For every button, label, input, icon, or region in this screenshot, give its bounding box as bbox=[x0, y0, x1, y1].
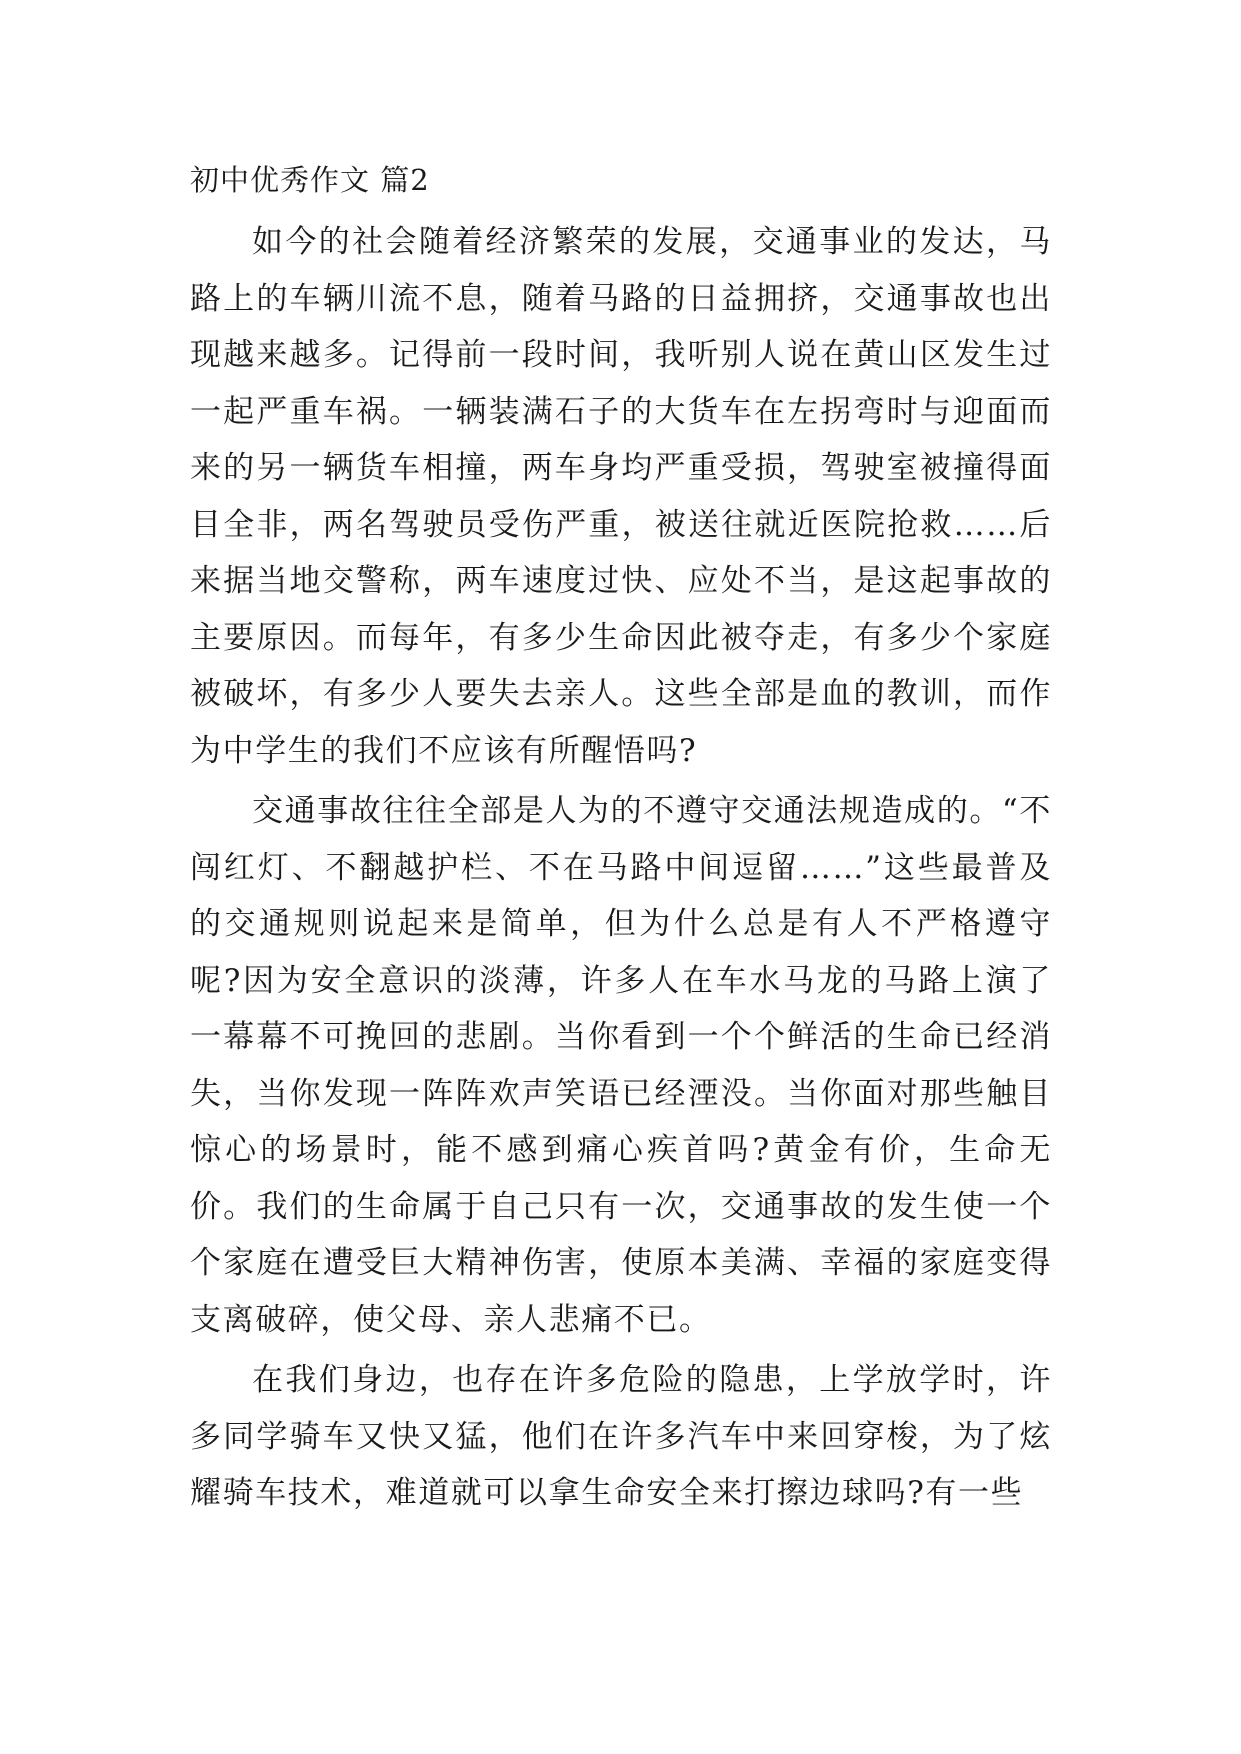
paragraph-3: 在我们身边，也存在许多危险的隐患，上学放学时，许多同学骑车又快又猛，他们在许多汽车中来回穿梭，为了炫耀骑车技术，难道就可以拿生命安全来打擦边球吗?有一些 bbox=[190, 1362, 1052, 1511]
paragraph-2: 交通事故往往全部是人为的不遵守交通法规造成的。“不闯红灯、不翻越护栏、不在马路中间逗留……”这些最普及的交通规则说起来是简单，但为什么总是有人不严格遵守呢?因为安全意识的淡薄，许多人在车水马龙的马路上演了一幕幕不可挽回的悲剧。当你看到一个个鲜活的生命已经消失，当你发现一阵阵欢声笑语已经湮没。当你面对那些触目惊心的场景时，能不感到痛心疾首吗?黄金有价，生命无价。我们的生命属于自己只有一次，交通事故的发生使一个个家庭在遭受巨大精神伤害，使原本美满、幸福的家庭变得支离破碎，使父母、亲人悲痛不已。 bbox=[190, 793, 1052, 1338]
document-page bbox=[190, 150, 1052, 1526]
document-title: 初中优秀作文 篇2 bbox=[190, 163, 430, 197]
paragraph-1: 如今的社会随着经济繁荣的发展，交通事业的发达，马路上的车辆川流不息，随着马路的日益拥挤，交通事故也出现越来越多。记得前一段时间，我听别人说在黄山区发生过一起严重车祸。一辆装满石子的大货车在左拐弯时与迎面而来的另一辆货车相撞，两车身均严重受损，驾驶室被撞得面目全非，两名驾驶员受伤严重，被送往就近医院抢救……后来据当地交警称，两车速度过快、应处不当，是这起事故的主要原因。而每年，有多少生命因此被夺走，有多少个家庭被破坏，有多少人要失去亲人。这些全部是血的教训，而作为中学生的我们不应该有所醒悟吗? bbox=[190, 224, 1052, 769]
